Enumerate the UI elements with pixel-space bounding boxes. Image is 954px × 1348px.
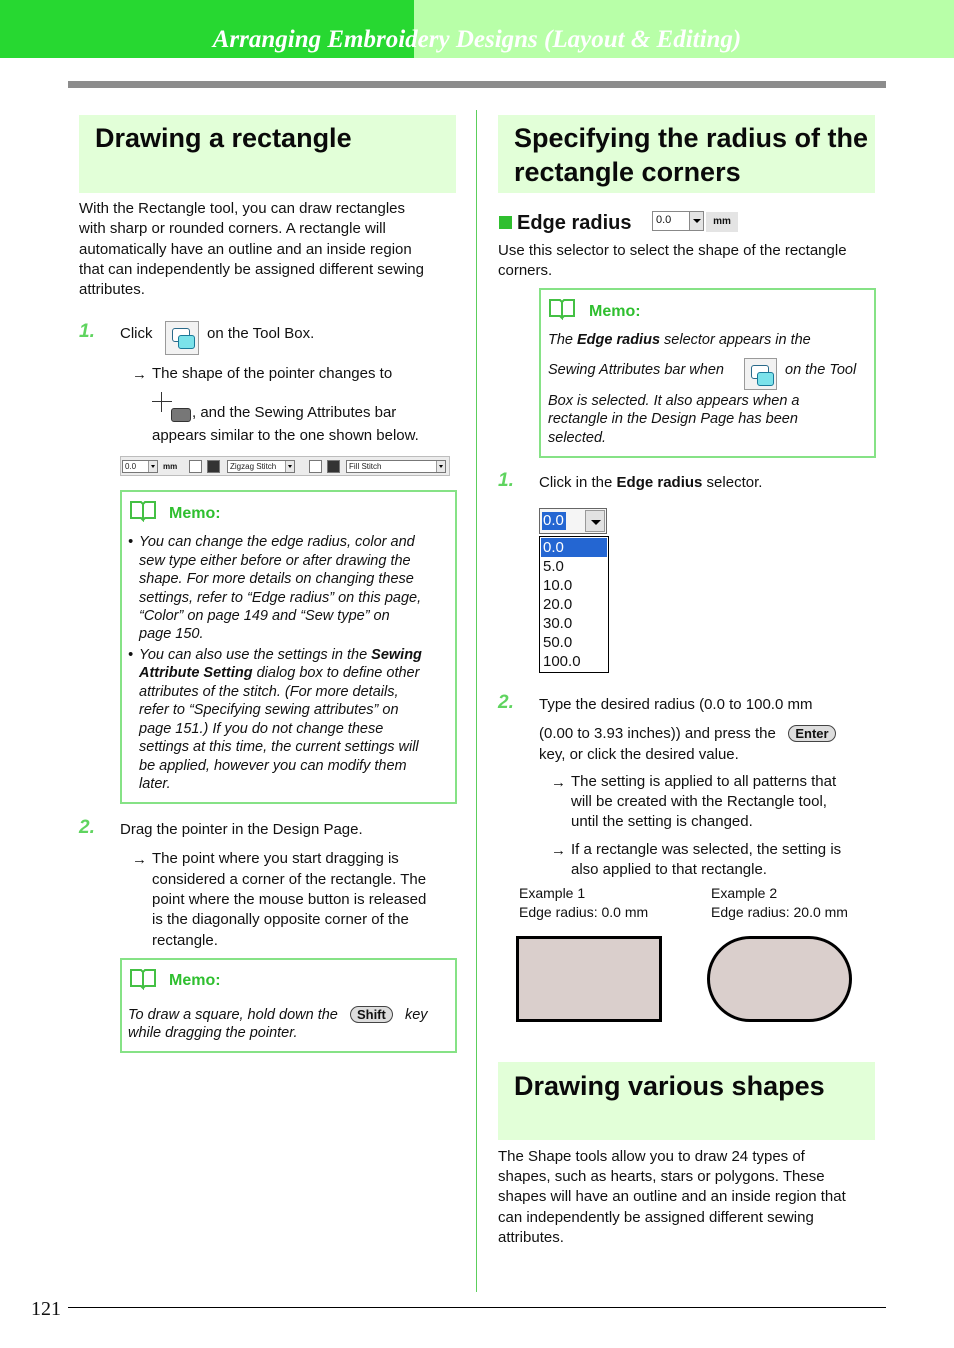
- unit-label: mm: [163, 462, 178, 471]
- intro-line: that can independently be assigned different sewing: [79, 261, 424, 278]
- example-label: Edge radius: 0.0 mm: [519, 904, 649, 920]
- book-icon: [129, 500, 157, 522]
- paragraph-line: shapes will have an outline and an inside region that: [498, 1188, 846, 1205]
- memo-line: You can also use the settings in the Sewing: [139, 647, 422, 663]
- result-text: appears similar to the one shown below.: [152, 427, 419, 444]
- header-title: Arranging Embroidery Designs (Layout & Editing): [212, 26, 742, 53]
- paragraph-line: shapes, such as hearts, stars or polygons. These: [498, 1168, 825, 1185]
- result-line: until the setting is changed.: [571, 813, 753, 830]
- footer-rule: [68, 1307, 886, 1308]
- list-item[interactable]: 50.0: [543, 634, 573, 651]
- memo-label: Memo:: [589, 303, 641, 320]
- section-title: Drawing a rectangle: [95, 123, 352, 153]
- memo-line: later.: [139, 776, 171, 792]
- result-line: The point where you start dragging is: [152, 850, 399, 867]
- page-number: 121: [31, 1298, 61, 1320]
- memo-line: Sewing Attributes bar when: [548, 362, 724, 378]
- square-bullet-icon: [499, 216, 512, 229]
- memo-line: The Edge radius selector appears in the: [548, 332, 811, 348]
- step-number: 1.: [79, 321, 95, 342]
- list-item[interactable]: 10.0: [543, 577, 573, 594]
- paragraph-line: attributes.: [498, 1229, 564, 1246]
- section-title: Specifying the radius of the: [514, 123, 869, 153]
- step-number: 2.: [498, 692, 514, 713]
- memo-line: To draw a square, hold down the Shift key: [128, 1007, 428, 1023]
- edge-radius-select[interactable]: 0.0: [652, 211, 704, 231]
- result-line: will be created with the Rectangle tool,: [571, 793, 827, 810]
- header-banner: [0, 0, 954, 58]
- select-value: 0.0: [125, 462, 137, 471]
- result-line: also applied to that rectangle.: [571, 861, 767, 878]
- list-item[interactable]: 30.0: [543, 615, 573, 632]
- step-text: Drag the pointer in the Design Page.: [120, 821, 363, 838]
- example-title: Example 1: [519, 885, 586, 901]
- memo-label: Memo:: [169, 505, 221, 522]
- edge-radius-heading: Edge radius: [499, 211, 631, 235]
- edge-radius-options-list: [539, 536, 609, 673]
- step-number: 1.: [498, 470, 514, 491]
- list-item[interactable]: 0.0: [541, 538, 607, 557]
- example-label: Edge radius: 20.0 mm: [711, 904, 848, 920]
- column-divider: [476, 110, 477, 1292]
- example-title: Example 2: [711, 885, 778, 901]
- dropdown-arrow-icon[interactable]: [585, 510, 605, 532]
- rectangle-cursor-icon: [171, 408, 191, 422]
- intro-line: With the Rectangle tool, you can draw rectangles: [79, 200, 406, 217]
- paragraph-line: can independently be assigned different sewing: [498, 1209, 814, 1226]
- book-icon: [129, 968, 157, 990]
- result-line: If a rectangle was selected, the setting is: [571, 841, 842, 858]
- select-value: 0.0: [542, 512, 566, 530]
- memo-line: while dragging the pointer.: [128, 1025, 298, 1041]
- memo-line: page 150.: [139, 626, 204, 642]
- edge-description: corners.: [498, 262, 553, 279]
- shift-key: Shift: [350, 1006, 393, 1023]
- unit-label: mm: [706, 212, 738, 232]
- result-arrow-icon: →: [132, 851, 147, 868]
- region-color-icon[interactable]: [327, 460, 340, 473]
- memo-line: shape. For more details on changing these: [139, 571, 414, 587]
- memo-line: attributes of the stitch. (For more details,: [139, 684, 399, 700]
- header-rule: [68, 81, 886, 88]
- result-arrow-icon: →: [132, 366, 147, 383]
- line-color-icon[interactable]: [189, 460, 202, 473]
- list-item[interactable]: 20.0: [543, 596, 573, 613]
- memo-line: on the Tool: [785, 362, 857, 378]
- memo-line: Attribute Setting dialog box to define other: [139, 665, 420, 681]
- result-line: The setting is applied to all patterns that: [571, 773, 837, 790]
- result-line: point where the mouse button is released: [152, 891, 427, 908]
- rectangle-tool-icon[interactable]: [165, 321, 199, 355]
- step-text: Click in the Edge radius selector.: [539, 474, 763, 491]
- step-text: Type the desired radius (0.0 to 100.0 mm: [539, 696, 813, 713]
- outline-sew-type-select[interactable]: [227, 460, 295, 473]
- result-arrow-icon: →: [551, 774, 566, 791]
- dropdown-arrow-icon[interactable]: [689, 212, 703, 230]
- result-arrow-icon: →: [551, 842, 566, 859]
- result-line: is the diagonally opposite corner of the: [152, 911, 409, 928]
- memo-line: settings at this time, the current settings will: [139, 739, 419, 755]
- fill-pattern-icon[interactable]: [309, 460, 322, 473]
- select-value: Zigzag Stitch: [230, 462, 277, 471]
- intro-line: with sharp or rounded corners. A rectangle will: [79, 220, 386, 237]
- enter-key: Enter: [788, 725, 835, 742]
- list-item[interactable]: 5.0: [543, 558, 564, 575]
- step-text: Click: [120, 325, 153, 342]
- list-item[interactable]: 100.0: [543, 653, 581, 670]
- edge-radius-select-open[interactable]: [539, 508, 607, 534]
- result-text: , and the Sewing Attributes bar: [192, 404, 397, 421]
- memo-line: page 151.) If you do not change these: [139, 721, 384, 737]
- step-text: (0.00 to 3.93 inches)) and press the Enter: [539, 724, 836, 744]
- bullet-icon: •: [128, 534, 134, 550]
- bullet-icon: •: [128, 647, 134, 663]
- sharp-rectangle-example: [516, 936, 662, 1022]
- select-value: Fill Stitch: [349, 462, 382, 471]
- result-text: The shape of the pointer changes to: [152, 365, 393, 382]
- memo-line: sew type either before or after drawing the: [139, 553, 411, 569]
- region-sew-type-select[interactable]: [346, 460, 446, 473]
- memo-line: selected.: [548, 430, 607, 446]
- step-text: on the Tool Box.: [207, 325, 315, 342]
- section-title: Drawing various shapes: [514, 1071, 825, 1101]
- rounded-rectangle-example: [707, 936, 852, 1022]
- memo-label: Memo:: [169, 972, 221, 989]
- paragraph-line: The Shape tools allow you to draw 24 types of: [498, 1148, 805, 1165]
- memo-line: settings, refer to “Edge radius” on this page,: [139, 590, 422, 606]
- result-line: considered a corner of the rectangle. The: [152, 871, 427, 888]
- sewing-attributes-bar: [120, 456, 450, 476]
- step-number: 2.: [79, 817, 95, 838]
- book-icon: [548, 298, 576, 320]
- edge-radius-select[interactable]: [122, 460, 158, 473]
- intro-line: attributes.: [79, 281, 145, 298]
- section-title: rectangle corners: [514, 157, 741, 187]
- memo-line: refer to “Specifying sewing attributes” on: [139, 702, 399, 718]
- memo-line: “Color” on page 149 and “Sew type” on: [139, 608, 390, 624]
- memo-line: Box is selected. It also appears when a: [548, 393, 800, 409]
- intro-line: automatically have an outline and an inside region: [79, 241, 412, 258]
- memo-line: rectangle in the Design Page has been: [548, 411, 798, 427]
- edge-description: Use this selector to select the shape of the rectangle: [498, 242, 847, 259]
- result-line: rectangle.: [152, 932, 218, 949]
- memo-line: be applied, however you can modify them: [139, 758, 407, 774]
- memo-line: You can change the edge radius, color and: [139, 534, 415, 550]
- rectangle-tool-icon[interactable]: [744, 358, 777, 390]
- color-swatch-icon[interactable]: [207, 460, 220, 473]
- step-text: key, or click the desired value.: [539, 746, 739, 763]
